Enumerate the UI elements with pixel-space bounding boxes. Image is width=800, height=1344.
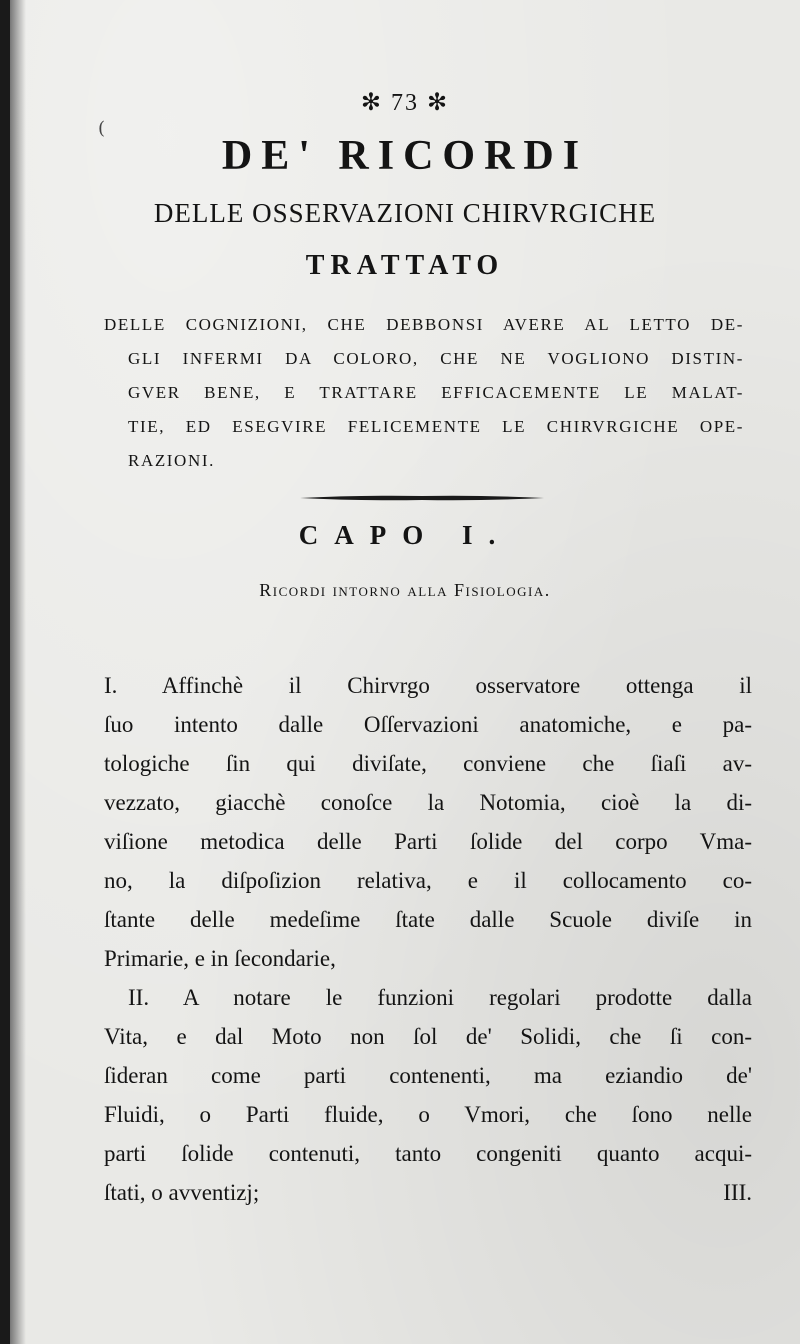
treatise-label: TRATTATO [305,250,505,281]
paragraph-line: viſione metodica delle Parti ſolide del corpo Vma- [104,829,752,854]
paragraph-number: II. [128,985,150,1010]
paragraph-1 [104,666,752,978]
paragraph-line: Fluidi, o Parti fluide, o Vmori, che ſono nelle [104,1102,752,1127]
chapter-heading: CAPO I. [298,520,512,550]
paragraph-line-text: Affinchè il Chirvrgo osservatore ottenga il [161,673,753,698]
catchword: III. [723,1180,752,1205]
paragraph-line [104,666,752,705]
ornamental-rule [300,494,544,502]
paragraph-line [104,978,752,1017]
description-line: GVER BENE, E TRATTARE EFFICACEMENTE LE MALAT- [128,383,744,402]
paragraph-line: ſideran come parti contenenti, ma eziandio de' [104,1063,752,1088]
paragraph-line [104,1173,752,1212]
paragraph-line: no, la diſpoſizion relativa, e il collocamento co- [104,868,752,893]
paragraph-line-text: ſtati, o avventizj; [104,1180,260,1205]
description-line: TIE, ED ESEGVIRE FELICEMENTE LE CHIRVRGICHE OPE- [128,417,744,436]
description-line: GLI INFERMI DA COLORO, CHE NE VOGLIONO DISTIN- [128,349,744,368]
book-page [10,0,800,1344]
paragraph-line: ſtante delle medeſime ſtate dalle Scuole diviſe in [104,907,752,932]
page-subtitle: DELLE OSSERVAZIONI CHIRVRGICHE [153,198,657,228]
paragraph-line-text: A notare le funzioni regolari prodotte dalla [182,985,753,1010]
section-heading: Ricordi intorno alla Fisiologia. [259,580,551,600]
paragraph-line: Vita, e dal Moto non ſol de' Solidi, che ſi con- [104,1024,752,1049]
paragraph-line: tologiche ſin qui diviſate, conviene che ſiaſi av- [104,751,752,776]
paragraph-line: parti ſolide contenuti, tanto congeniti quanto acqui- [104,1141,752,1166]
description-line: DELLE COGNIZIONI, CHE DEBBONSI AVERE AL LETTO DE- [104,315,744,334]
paragraph-2 [104,978,752,1212]
margin-bracket-mark: ( [98,118,106,139]
treatise-description [104,308,744,478]
paragraph-line: ſuo intento dalle Oſſervazioni anatomiche, e pa- [104,712,752,737]
paragraph-number: I. [104,673,118,698]
paragraph-line: vezzato, giacchè conoſce la Notomia, cioè la di- [104,790,752,815]
page-title: DE' RICORDI [221,133,589,179]
paragraph-line: Primarie, e in ſecondarie, [104,946,336,971]
description-line: RAZIONI. [128,451,215,470]
page-number: ✻ 73 ✻ [360,90,450,116]
